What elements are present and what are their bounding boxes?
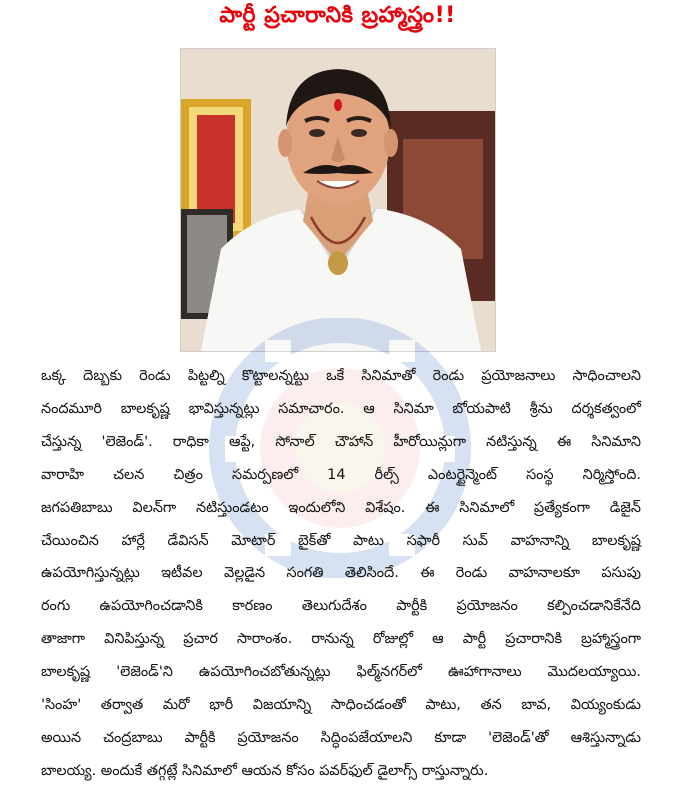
article-line: ఉపయోగిస్తున్నట్లు ఇటీవల వెల్లడైన సంగతి తెలిసిందే. ఈ రెండు వాహనాలకూ పసుపు — [41, 565, 641, 582]
actor-portrait-image — [181, 49, 495, 351]
article-line: జగపతిబాబు విలన్‌గా నటిస్తుండటం ఇందులోని విశేషం. ఈ సినిమాలో ప్రత్యేకంగా డిజైన్ — [41, 499, 641, 516]
article-line: చేయించిన హార్లే డేవిసన్ మోటార్ బైక్‌తో పాటు సఫారీ సువ్ వాహనాన్ని బాలకృష్ణ — [41, 532, 641, 549]
headline-bar — [0, 0, 675, 36]
article-line: చేస్తున్న 'లెజెండ్'. రాధికా ఆప్టే, సోనాల్ చౌహాన్ హీరోయిన్లుగా నటిస్తున్న ఈ సినిమాని — [41, 433, 641, 450]
article-headline: పార్టీ ప్రచారానికి బ్రహ్మాస్త్రం!! — [219, 3, 456, 28]
article-line: తాజాగా వినిపిస్తున్న ప్రచార సారాంశం. రానున్న రోజుల్లో ఆ పార్టీ ప్రచారానికి బ్రహ్మాస్త్రంగా — [41, 631, 641, 648]
article-line: నందమూరి బాలకృష్ణ భావిస్తున్నట్లు సమాచారం. ఆ సినిమా బోయపాటి శ్రీను దర్శకత్వంలో — [41, 400, 641, 417]
article-line: రంగు ఉపయోగించడానికి కారణం తెలుగుదేశం పార్టీకి ప్రయోజనం కల్పించడానికేనేది — [41, 598, 641, 615]
article-body — [41, 360, 641, 788]
article-line: 'సింహ' తర్వాత మరో భారీ విజయాన్ని సాధించడంతో పాటు, తన బావ, వియ్యంకుడు — [41, 697, 641, 714]
article-line: బాలకృష్ణ 'లెజెండ్'ని ఉపయోగించబోతున్నట్లు ఫిల్మ్‌నగర్‌లో ఊహాగానాలు మొదలయ్యాయి. — [41, 664, 641, 681]
article-line: అయిన చంద్రబాబు పార్టీకి ప్రయోజనం సిద్ధింపజేయాలని కూడా 'లెజెండ్'తో ఆశిస్తున్నాడు — [41, 729, 641, 746]
article-line: ఒక్క దెబ్బకు రెండు పిట్టల్ని కొట్టాలన్నట్టు ఒకే సినిమాతో రెండు ప్రయోజనాలు సాధించాలని — [41, 368, 641, 384]
article-line: బాలయ్య. అందుకే తగ్గట్లే సినిమాలో ఆయన కోసం పవర్‌ఫుల్ డైలాగ్స్ రాస్తున్నారు. — [41, 762, 489, 779]
article-line: వారాహి చలన చిత్రం సమర్పణలో 14 రీల్స్ ఎంటర్టైన్మెంట్ సంస్థ నిర్మిస్తోంది. — [41, 466, 641, 483]
article-photo — [180, 48, 496, 352]
